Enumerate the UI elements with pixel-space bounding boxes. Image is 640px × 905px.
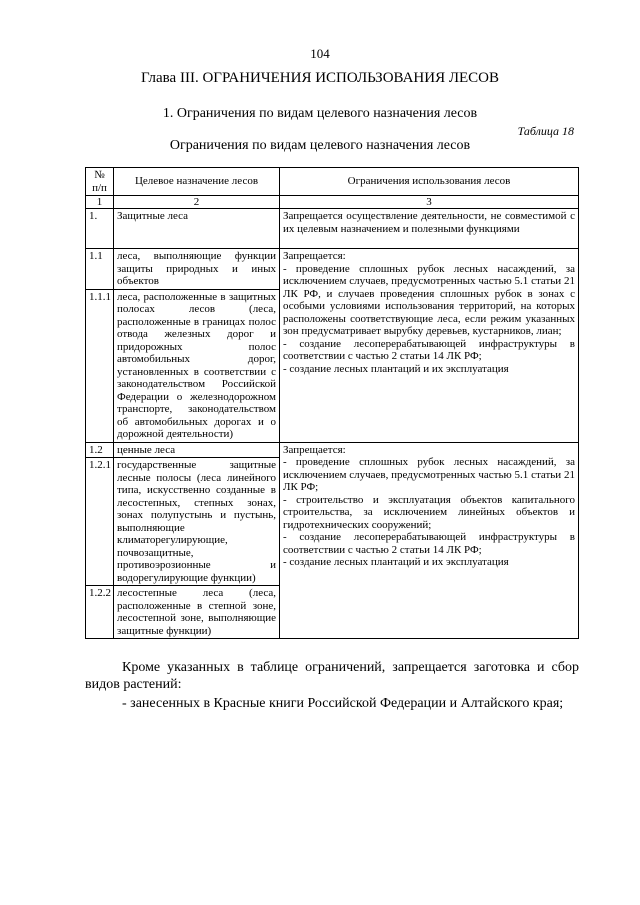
restriction-block-1 (280, 249, 579, 443)
page-number: 104 (310, 46, 330, 61)
restriction-item: - создание лесных плантаций и их эксплуатация (283, 362, 509, 375)
row-number: 1.2.2 (86, 586, 114, 639)
row-purpose: Защитные леса (114, 209, 280, 249)
index-cell: 1 (86, 196, 114, 209)
header-number: № п/п (86, 168, 114, 196)
row-number: 1.2 (86, 442, 114, 458)
paragraph-1: Кроме указанных в таблице ограничений, запрещается заготовка и сбор видов растений: (85, 660, 579, 692)
row-restriction: Запрещается осуществление деятельности, не совместимой с их целевым назначением и полезными функциями (280, 209, 579, 249)
restriction-item: - создание лесоперерабатывающей инфраструктуры в соответствии с частью 2 статьи 14 ЛК РФ; (283, 337, 575, 362)
row-purpose: леса, расположенные в защитных полосах лесов (леса, расположенные в границах полос отвода железных дорог и придорожных полос автомобильных дорог, установленных в соответствии с законодательством Российской Федерации о железнодорожном транспорте, законодательством об автомобильных дорогах и о дорожной деятельности) (114, 289, 280, 442)
table-row (86, 209, 579, 249)
row-number: 1.1.1 (86, 289, 114, 442)
row-purpose: ценные леса (114, 442, 280, 458)
chapter-title: Глава III. ОГРАНИЧЕНИЯ ИСПОЛЬЗОВАНИЯ ЛЕСОВ (140, 70, 500, 86)
header-restriction: Ограничения использования лесов (280, 168, 579, 196)
row-purpose: леса, выполняющие функции защиты природных и иных объектов (114, 249, 280, 290)
restriction-item: - создание лесоперерабатывающей инфраструктуры в соответствии с частью 2 статьи 14 ЛК РФ; (283, 531, 575, 556)
row-number: 1.1 (86, 249, 114, 290)
table-row (86, 442, 579, 458)
paragraph-2: - занесенных в Красные книги Российской Федерации и Алтайского края; (122, 696, 564, 711)
restriction-item: - проведение сплошных рубок лесных насаждений, за исключением случаев, предусмотренных частью 5.1 статьи 21 ЛК РФ; (283, 456, 575, 493)
restriction-item: - строительство и эксплуатация объектов капитального строительства, за исключением линейных объектов и гидротехнических сооружений; (283, 493, 575, 531)
table-number: Таблица 18 (517, 124, 574, 138)
row-purpose: государственные защитные лесные полосы (леса линейного типа, искусственно созданные в лесостепных, степных зонах, зонах полупустынь и пустынь, выполняющие климаторегулирующие, почвозащитные, противоэрозионные и водорегулирующие функции) (114, 458, 280, 586)
index-cell: 2 (114, 196, 280, 209)
restriction-heading: Запрещается: (283, 443, 346, 456)
header-purpose: Целевое назначение лесов (114, 168, 280, 196)
restriction-heading: Запрещается: (283, 250, 346, 262)
table-title: Ограничения по видам целевого назначения лесов (169, 138, 471, 153)
table-row (86, 249, 579, 290)
restrictions-table (85, 167, 579, 639)
restriction-item: - создание лесных плантаций и их эксплуатация (283, 556, 509, 568)
restriction-block-2 (280, 442, 579, 639)
row-purpose: лесостепные леса (леса, расположенные в степной зоне, лесостепной зоне, выполняющие защитные функции) (114, 586, 280, 639)
row-number: 1.2.1 (86, 458, 114, 586)
section-title: 1. Ограничения по видам целевого назначения лесов (162, 106, 478, 121)
restriction-item: - проведение сплошных рубок лесных насаждений, за исключением случаев, предусмотренных частью 5.1 статьи 21 ЛК РФ, и случаев проведения сплошных рубок в зонах с особыми условиями использования территорий, на которых расположены соответствующие леса, если режим указанных зон предусматривает вырубку деревьев, кустарников, лиан; (283, 262, 575, 337)
row-number: 1. (86, 209, 114, 249)
index-cell: 3 (280, 196, 579, 209)
